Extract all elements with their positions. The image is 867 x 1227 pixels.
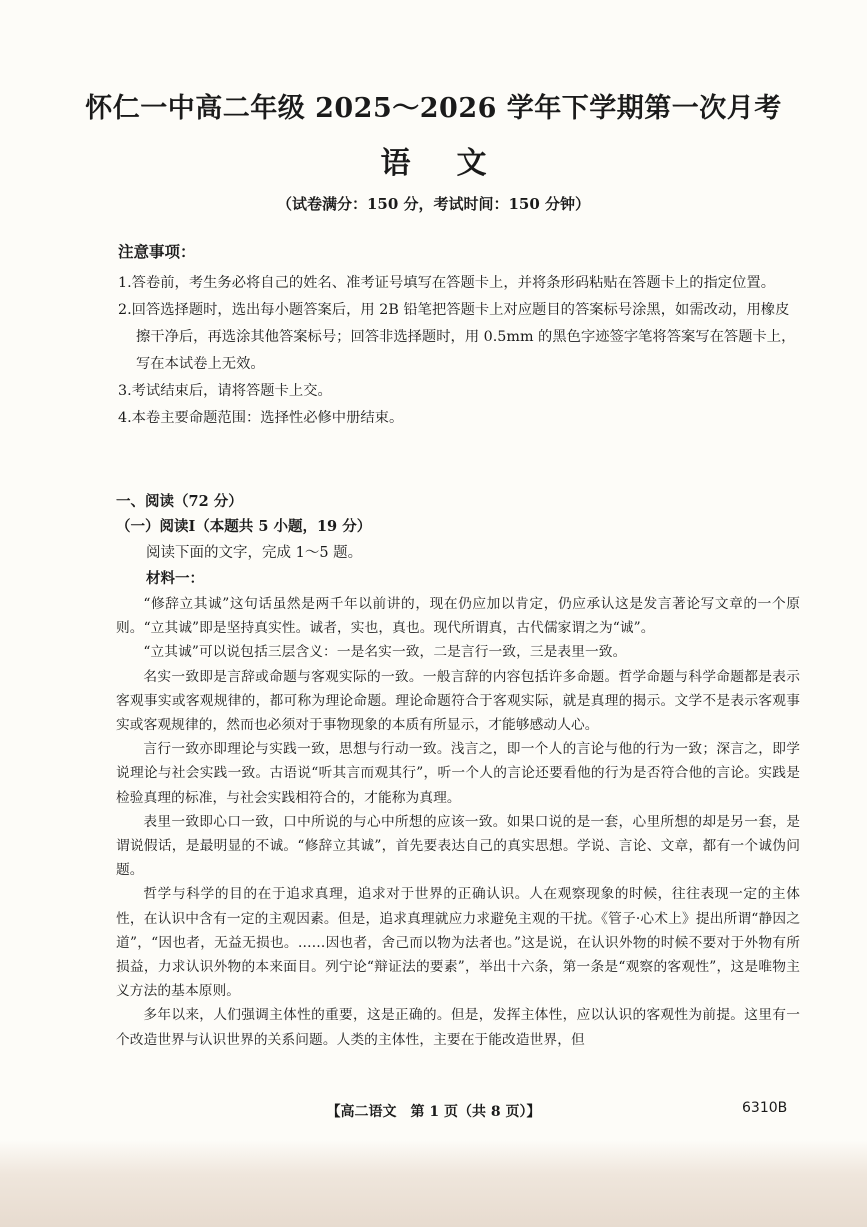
paper-code: 6310B	[742, 1100, 788, 1116]
paragraph: “立其诚”可以说包括三层含义：一是名实一致，二是言行一致，三是表里一致。	[143, 644, 627, 661]
material-text	[116, 592, 800, 1052]
notice-item: 4.本卷主要命题范围：选择性必修中册结束。	[118, 410, 404, 426]
paragraph: 名实一致即是言辞或命题与客观实际的一致。一般言辞的内容包括许多命题。哲学命题与科学命题都是表示客观事实或客观规律的，都可称为理论命题。理论命题符合于客观实际，就是真理的揭示。文学不是表示客观事实或客观规律的，然而也必须对于事物现象的本质有所显示，才能够感动人心。	[116, 668, 800, 734]
paragraph: 哲学与科学的目的在于追求真理，追求对于世界的正确认识。人在观察现象的时候，往往表现一定的主体性，在认识中含有一定的主观因素。但是，追求真理就应力求避免主观的干扰。《管子·心术上》提出所谓“静因之道”，“因也者，无益无损也。……因也者，舍己而以物为法者也。”这是说，在认识外物的时候不要对于外物有所损益，力求认识外物的本来面目。列宁论“辩证法的要素”，举出十六条，第一条是“观察的客观性”，这是唯物主义方法的基本原则。	[116, 886, 800, 1000]
notice-title: 注意事项：	[118, 242, 196, 261]
notice-item: 1.答卷前，考生务必将自己的姓名、准考证号填写在答题卡上，并将条形码粘贴在答题卡上的指定位置。	[118, 275, 775, 291]
exam-info: （试卷满分：150 分，考试时间：150 分钟）	[276, 195, 591, 213]
paragraph: 多年以来，人们强调主体性的重要，这是正确的。但是，发挥主体性，应以认识的客观性为前提。这里有一个改造世界与认识世界的关系问题。人类的主体性，主要在于能改造世界，但	[116, 1007, 800, 1048]
subsection-title: （一）阅读Ⅰ（本题共 5 小题，19 分）	[116, 518, 372, 535]
subject-heading: 语文	[380, 146, 533, 181]
material-label: 材料一：	[146, 570, 204, 587]
exam-title: 怀仁一中高二年级 2025～2026 学年下学期第一次月考	[85, 93, 782, 124]
paragraph: 言行一致亦即理论与实践一致，思想与行动一致。浅言之，即一个人的言论与他的行为一致；深言之，即学说理论与社会实践一致。古语说“听其言而观其行”，听一个人的言论还要看他的行为是否符合他的言论。实践是检验真理的标准，与社会实践相符合的，才能称为真理。	[116, 741, 800, 806]
notice-item: 2.回答选择题时，选出每小题答案后，用 2B 铅笔把答题卡上对应题目的答案标号涂黑，如需改动，用橡皮擦干净后，再选涂其他答案标号；回答非选择题时，用 0.5mm 的黑色字迹签字笔将答案写在答题卡上，写在本试卷上无效。	[118, 302, 796, 372]
page-footer: 【高二语文 第 1 页（共 8 页）】	[326, 1104, 541, 1120]
paragraph: “修辞立其诚”这句话虽然是两千年以前讲的，现在仍应加以肯定，仍应承认这是发言著论写文章的一个原则。“立其诚”即是坚持真实性。诚者，实也，真也。现代所谓真，古代儒家谓之为“诚”。	[116, 596, 800, 637]
reading-instruction: 阅读下面的文字，完成 1～5 题。	[146, 545, 363, 561]
notice-list	[118, 270, 798, 432]
page-shadow	[0, 1140, 867, 1227]
section-title: 一、阅读（72 分）	[116, 493, 243, 510]
paragraph: 表里一致即心口一致，口中所说的与心中所想的应该一致。如果口说的是一套，心里所想的却是另一套，是谓说假话，是最明显的不诚。“修辞立其诚”，首先要表达自己的真实思想。学说、言论、文章，都有一个诚伪问题。	[116, 813, 800, 879]
notice-item: 3.考试结束后，请将答题卡上交。	[118, 383, 332, 399]
